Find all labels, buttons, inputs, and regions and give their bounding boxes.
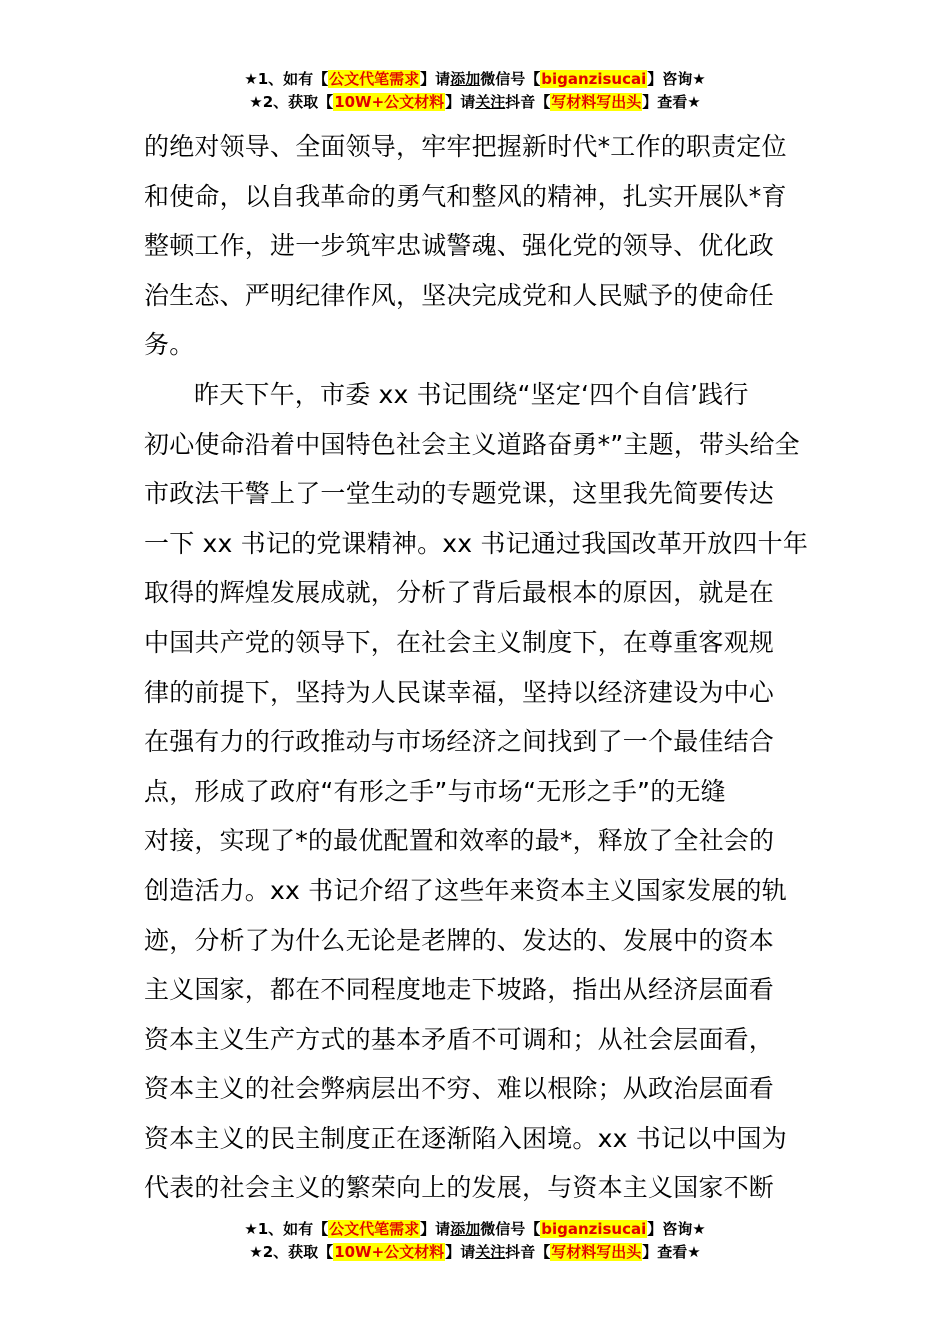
banner-text: 微信号【 <box>480 1220 541 1238</box>
text-line: 主义国家，都在不同程度地走下坡路，指出从经济层面看 <box>144 975 775 1005</box>
banner-underline: 添加 <box>450 70 481 88</box>
banner-text: ★1、如有【 <box>244 70 329 88</box>
footer-banner <box>0 1218 950 1264</box>
banner-text: ★2、获取【 <box>249 1243 334 1261</box>
text-line: 一下 xx 书记的党课精神。xx 书记通过我国改革开放四十年 <box>144 528 809 558</box>
banner-highlight: 写材料写出头 <box>551 93 642 111</box>
paragraph-2 <box>144 370 808 1213</box>
header-banner-line-1 <box>0 68 950 91</box>
banner-text: 抖音【 <box>505 93 551 111</box>
banner-text: ★2、获取【 <box>249 93 334 111</box>
banner-underline: 关注 <box>475 1243 506 1261</box>
text-line: 创造活力。xx 书记介绍了这些年来资本主义国家发展的轨 <box>144 875 787 905</box>
banner-text: ★1、如有【 <box>244 1220 329 1238</box>
text-line: 代表的社会主义的繁荣向上的发展，与资本主义国家不断 <box>144 1173 775 1203</box>
header-banner <box>0 68 950 114</box>
footer-banner-line-2 <box>0 1241 950 1264</box>
banner-text: 】查看★ <box>642 93 701 111</box>
banner-text: 抖音【 <box>505 1243 551 1261</box>
banner-text: 】请 <box>445 1243 476 1261</box>
text-line: 迹，分析了为什么无论是老牌的、发达的、发展中的资本 <box>144 925 775 955</box>
banner-text: 】查看★ <box>642 1243 701 1261</box>
text-line: 务。 <box>144 330 195 360</box>
text-line: 的绝对领导、全面领导，牢牢把握新时代*工作的职责定位 <box>144 132 787 161</box>
text-line: 取得的辉煌发展成就，分析了背后最根本的原因，就是在 <box>144 578 775 608</box>
text-line: 资本主义生产方式的基本矛盾不可调和；从社会层面看， <box>144 1024 775 1054</box>
banner-highlight: biganzisucai <box>541 1220 647 1238</box>
text-line: 市政法干警上了一堂生动的专题党课，这里我先简要传达 <box>144 479 775 509</box>
text-line: 和使命，以自我革命的勇气和整风的精神，扎实开展队*育 <box>144 181 787 211</box>
paragraph-1 <box>144 122 808 370</box>
banner-text: 】咨询★ <box>647 70 706 88</box>
text-line: 整顿工作，进一步筑牢忠诚警魂、强化党的领导、优化政 <box>144 231 775 261</box>
text-line: 资本主义的民主制度正在逐渐陷入困境。xx 书记以中国为 <box>144 1123 787 1153</box>
banner-underline: 关注 <box>475 93 506 111</box>
document-body <box>144 122 808 1213</box>
text-line: 昨天下午，市委 xx 书记围绕“坚定‘四个自信’践行 <box>194 379 749 409</box>
banner-underline: 添加 <box>450 1220 481 1238</box>
banner-text: 微信号【 <box>480 70 541 88</box>
text-line: 律的前提下，坚持为人民谋幸福，坚持以经济建设为中心 <box>144 677 775 707</box>
footer-banner-line-1 <box>0 1218 950 1241</box>
banner-highlight: 10W+公文材料 <box>334 93 445 111</box>
text-line: 中国共产党的领导下，在社会主义制度下，在尊重客观规 <box>144 627 775 657</box>
text-line: 资本主义的社会弊病层出不穷、难以根除；从政治层面看 <box>144 1074 775 1104</box>
banner-text: 】请 <box>445 93 476 111</box>
banner-text: 】请 <box>420 1220 451 1238</box>
text-line: 点，形成了政府“有形之手”与市场“无形之手”的无缝 <box>144 776 726 806</box>
banner-highlight: 10W+公文材料 <box>334 1243 445 1261</box>
banner-highlight: 写材料写出头 <box>551 1243 642 1261</box>
banner-highlight: 公文代笔需求 <box>329 70 420 88</box>
text-line: 在强有力的行政推动与市场经济之间找到了一个最佳结合 <box>144 727 775 757</box>
header-banner-line-2 <box>0 91 950 114</box>
text-line: 对接，实现了*的最优配置和效率的最*，释放了全社会的 <box>144 826 775 856</box>
banner-highlight: biganzisucai <box>541 70 647 88</box>
banner-highlight: 公文代笔需求 <box>329 1220 420 1238</box>
text-line: 初心使命沿着中国特色社会主义道路奋勇*”主题，带头给全 <box>144 429 800 459</box>
text-line: 治生态、严明纪律作风，坚决完成党和人民赋予的使命任 <box>144 280 775 310</box>
banner-text: 】请 <box>420 70 451 88</box>
banner-text: 】咨询★ <box>647 1220 706 1238</box>
